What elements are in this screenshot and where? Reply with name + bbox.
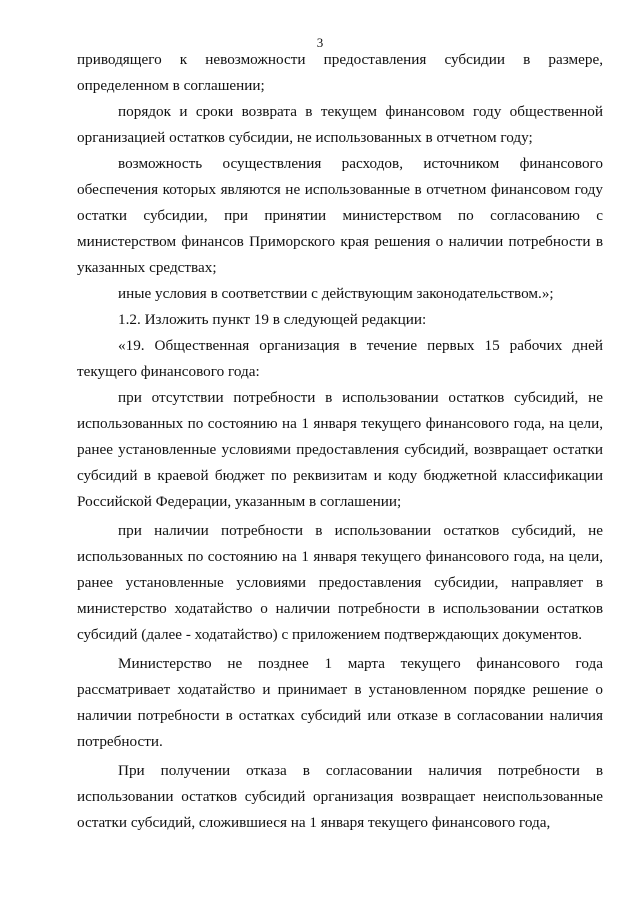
paragraph-ministry-review: Министерство не позднее 1 марта текущего финансового года рассматривает ходатайство и принимает в установленном порядке решение о наличии потребности в остатках субсидий или отказе в согласовании наличия потребности. — [77, 655, 603, 750]
paragraph-refusal: При получении отказа в согласовании наличия потребности в использовании остатков субсидий организация возвращает неиспользованные остатки субсидий, сложившиеся на 1 января текущего финансового года, — [77, 762, 603, 831]
page-number: 3 — [316, 35, 324, 50]
paragraph-continuation: приводящего к невозможности предоставления субсидии в размере, определенном в соглашении; — [77, 51, 603, 94]
paragraph-amendment-1-2: 1.2. Изложить пункт 19 в следующей редакции: — [118, 311, 427, 328]
paragraph-no-need: при отсутствии потребности в использовании остатков субсидий, не использованных по состоянию на 1 января текущего финансового года, на цели, ранее установленные условиями предоставления субсидий, возвращает остатки субсидий в краевой бюджет по реквизитам и коду бюджетной классификации Российской Федерации, указанным в соглашении; — [77, 389, 603, 510]
paragraph-item-19: «19. Общественная организация в течение первых 15 рабочих дней текущего финансового года: — [77, 337, 603, 380]
paragraph-need: при наличии потребности в использовании остатков субсидий, не использованных по состоянию на 1 января текущего финансового года, на цели, ранее установленные условиями предоставления субсидии, направляет в министерство ходатайство о наличии потребности в использовании остатков субсидий (далее - ходатайство) с приложением подтверждающих документов. — [77, 522, 603, 643]
paragraph-return-procedure: порядок и сроки возврата в текущем финансовом году общественной организацией остатков субсидии, не использованных в отчетном году; — [77, 103, 603, 146]
paragraph-other-conditions: иные условия в соответствии с действующим законодательством.»; — [118, 285, 554, 302]
document-body — [77, 47, 603, 836]
paragraph-expense-possibility: возможность осуществления расходов, источником финансового обеспечения которых являются не использованные в отчетном финансовом году остатки субсидии, при принятии министерством по согласованию с министерством финансов Приморского края решения о наличии потребности в указанных средствах; — [77, 155, 603, 276]
